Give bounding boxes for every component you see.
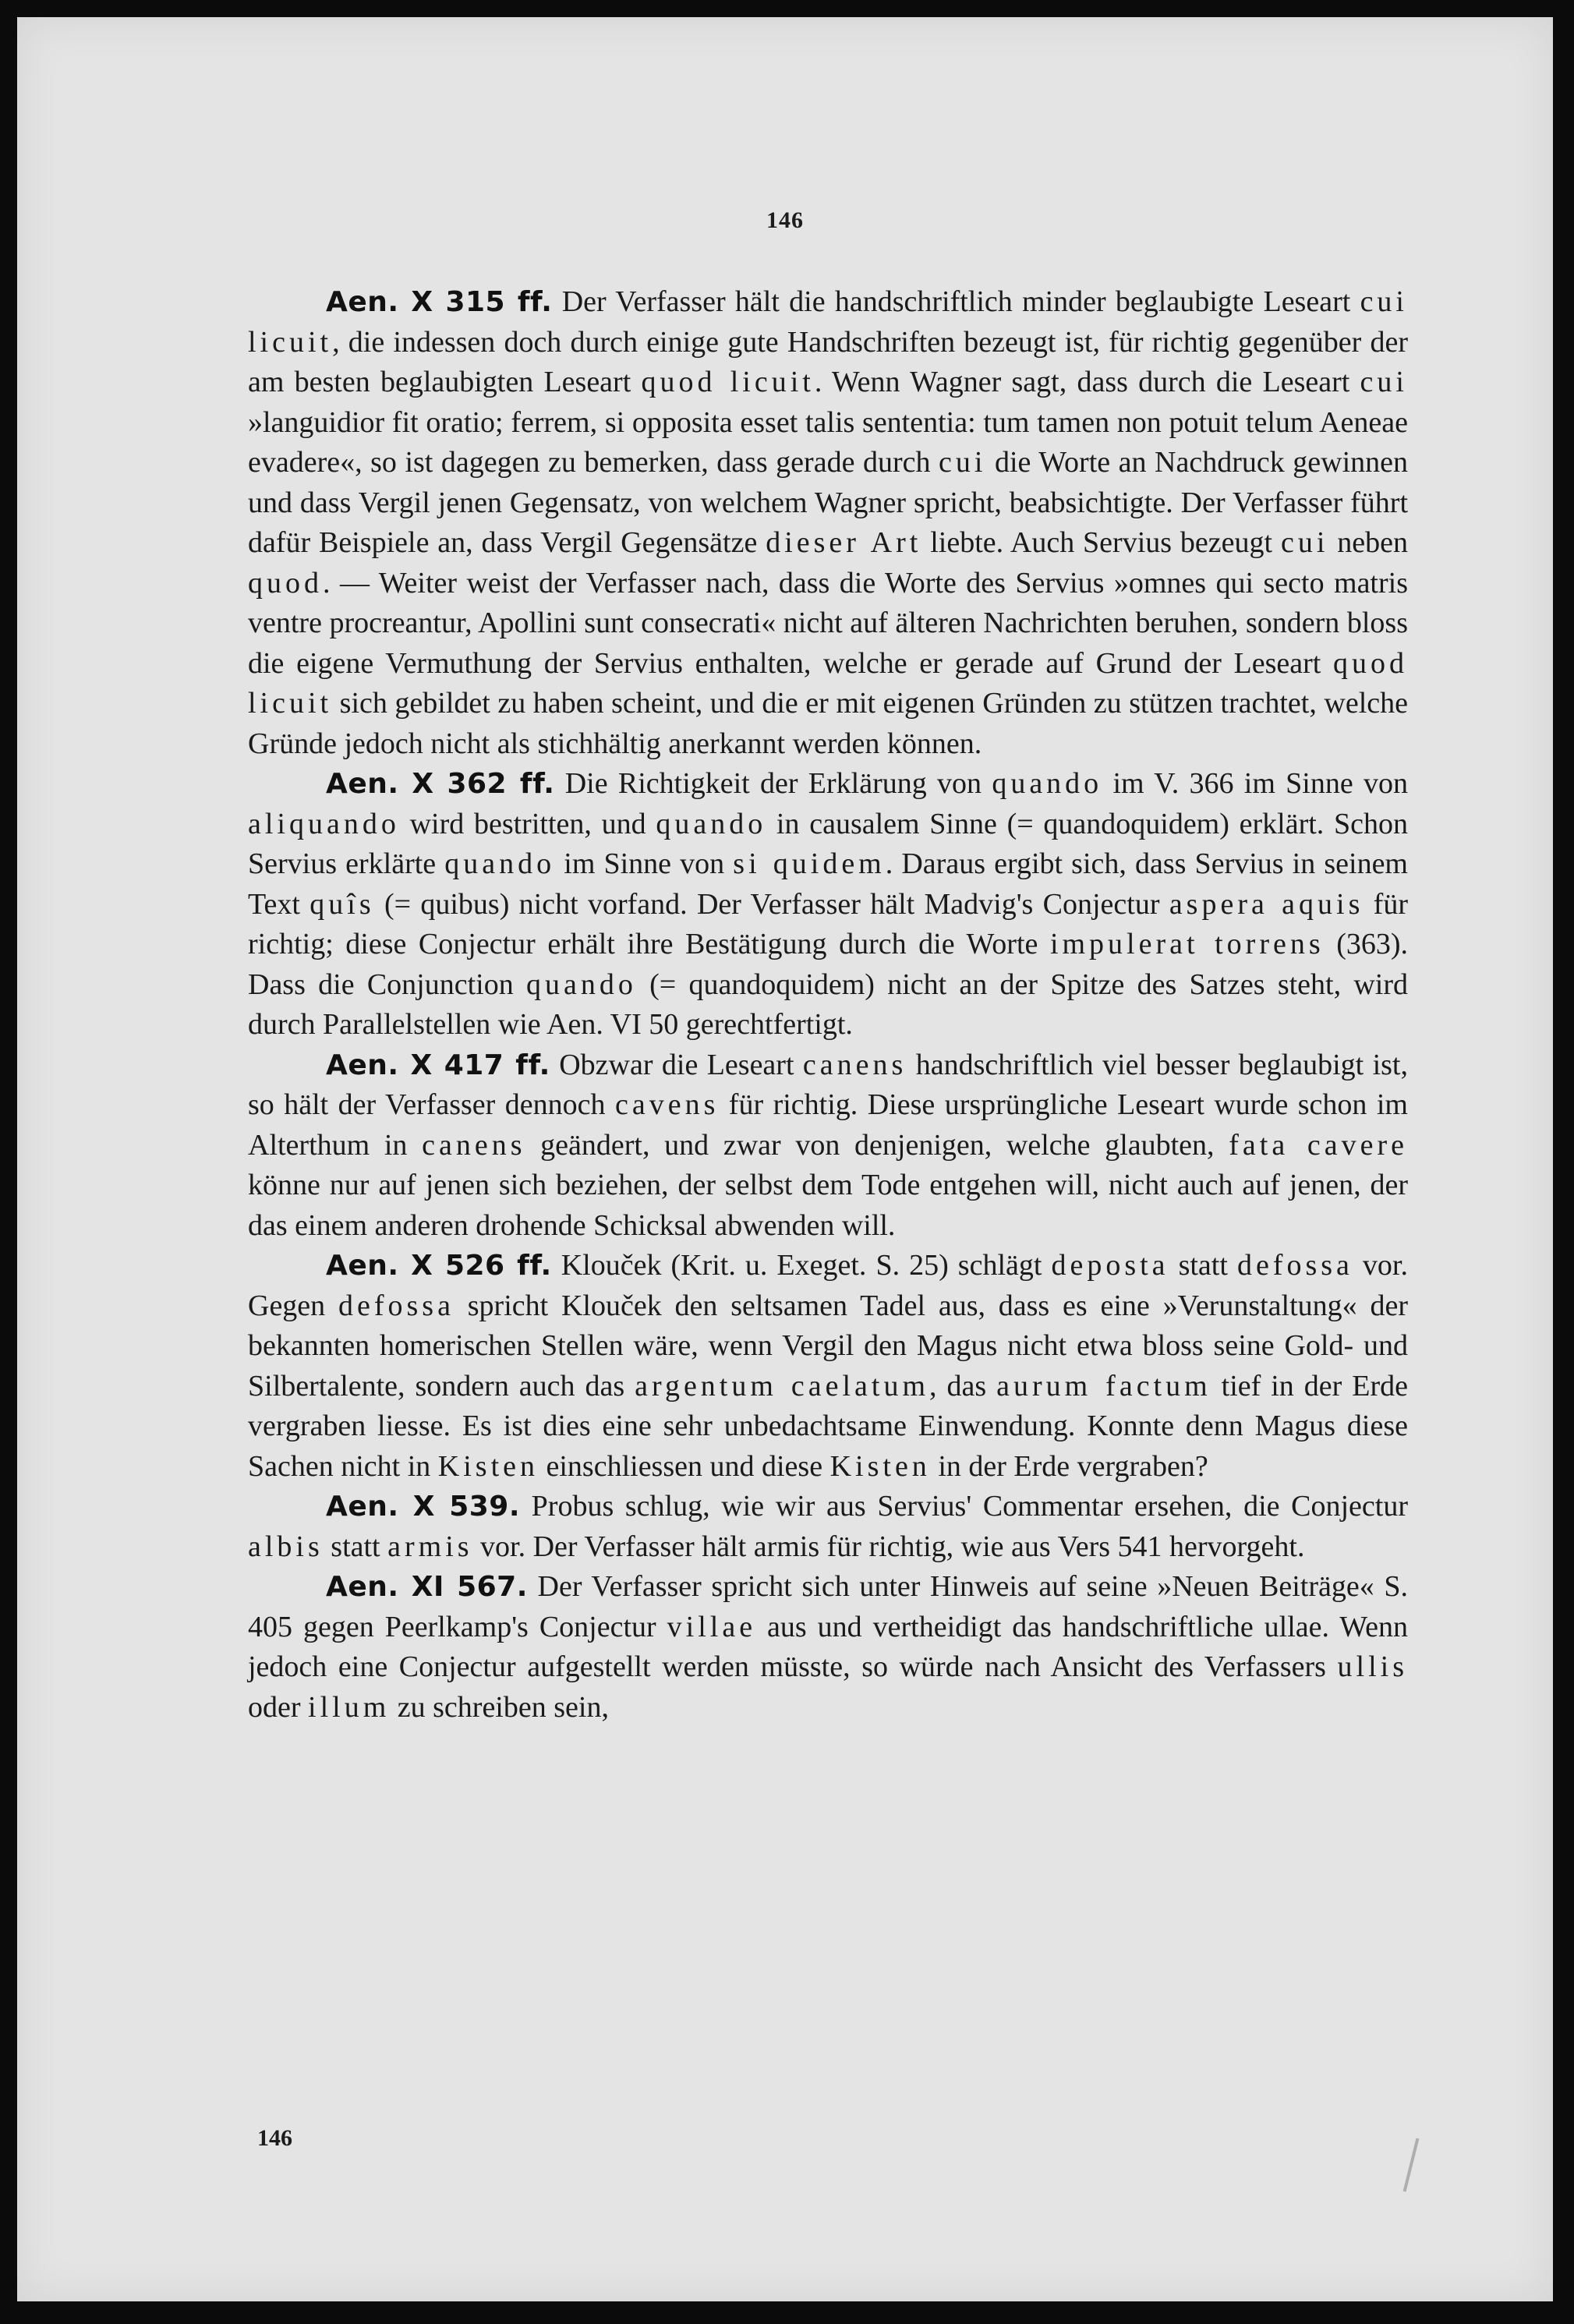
document-page (17, 17, 1553, 2301)
spaced-term: quod (248, 566, 323, 600)
spaced-term: fata cavere (1229, 1128, 1408, 1162)
spaced-term: deposta (1051, 1249, 1169, 1282)
text-segment: wird bestritten, und (399, 807, 656, 840)
spaced-term: aurum factum (996, 1369, 1211, 1403)
entry-reference: Aen. X 539. (326, 1491, 521, 1523)
spaced-term: illum (308, 1690, 391, 1724)
spaced-term: cui (939, 446, 987, 479)
entry-reference: Aen. X 315 ff. (326, 286, 553, 318)
entry-reference: Aen. X 417 ff. (326, 1049, 550, 1081)
text-segment: zu schreiben sein, (390, 1690, 609, 1724)
spaced-term: quod licuit (248, 646, 1408, 720)
text-segment: (= quibus) nicht vorfand. Der Verfasser hält Madvig's Conjectur (374, 887, 1169, 921)
text-segment: in causalem Sinne (= quandoquidem) erklärt. Schon Servius erklärte (248, 807, 1409, 880)
text-segment: , die indessen doch durch einige gute Handschriften bezeugt ist, für richtig gegenüber der am besten beglaubigten Leseart (248, 325, 1408, 398)
spaced-term: albis (248, 1530, 324, 1563)
spaced-term: quando (656, 807, 767, 840)
spaced-term: Kisten (829, 1449, 931, 1483)
text-segment: , das (929, 1369, 997, 1403)
spaced-term: impulerat torrens (1049, 928, 1325, 960)
text-segment: vor. Gegen (248, 1249, 1408, 1322)
text-segment: die Worte an Nachdruck gewinnen und dass Vergil jenen Gegensatz, von welchem Wagner spricht, beabsichtigte. Der Verfasser führt dafür Beispiele an, dass Vergil Gegensätze (248, 446, 1408, 559)
entry-reference: Aen. X 362 ff. (326, 768, 555, 800)
text-segment: . Daraus ergibt sich, dass Servius in seinem Text (248, 847, 1408, 921)
spaced-term: quando (525, 967, 637, 1001)
page-number-top: 146 (766, 207, 804, 233)
text-segment: im Sinne von (555, 847, 734, 880)
entry-reference: Aen. XI 567. (326, 1571, 528, 1603)
scan-mark (1403, 2138, 1420, 2192)
spaced-term: aliquando (248, 807, 400, 840)
text-segment: Der Verfasser spricht sich unter Hinweis auf seine »Neuen Beiträge« S. 405 gegen Peerlkamp's Conjectur (248, 1570, 1408, 1643)
entry-paragraph (248, 1567, 1408, 1728)
text-segment: Obzwar die Leseart (550, 1048, 803, 1081)
page-body (248, 282, 1408, 1728)
text-segment: . — Weiter weist der Verfasser nach, dass die Worte des Servius »omnes qui secto matris ventre procreantur, Apollini sunt consecrati« nicht auf älteren Nachrichten beruhen, sondern bloss die eigene Vermuthung der Servius enthalten, welche er gerade auf Grund der Leseart (248, 566, 1408, 680)
text-segment: Der Verfasser hält die handschriftlich minder beglaubigte Leseart (552, 285, 1360, 318)
text-segment: »languidior fit oratio; ferrem, si opposita esset talis sententia: tum tamen non potuit telum Aeneae evadere«, so ist dagegen zu bemerken, dass gerade durch (248, 405, 1408, 479)
text-segment: oder (248, 1690, 309, 1724)
entry-paragraph (248, 1045, 1408, 1247)
text-segment: in der Erde vergraben? (930, 1449, 1208, 1483)
text-segment: handschriftlich viel besser beglaubigt ist, so hält der Verfasser dennoch (248, 1048, 1408, 1121)
text-segment: neben (1328, 526, 1408, 559)
spaced-term: ullis (1337, 1650, 1408, 1683)
spaced-term: quando (444, 847, 556, 880)
spaced-term: dieser Art (766, 526, 922, 559)
text-segment: Klouček (Krit. u. Exeget. S. 25) schlägt (551, 1249, 1052, 1282)
text-segment: geändert, und zwar von denjenigen, welche glaubten, (525, 1128, 1229, 1162)
entry-paragraph (248, 282, 1408, 764)
text-segment: spricht Klouček den seltsamen Tadel aus, dass es eine »Verunstaltung« der bekannten homerischen Stellen wäre, wenn Vergil den Magus nicht etwa bloss seine Gold- und Silbertalente, sondern auch das (248, 1289, 1408, 1403)
entry-paragraph (248, 1487, 1408, 1567)
text-segment: Probus schlug, wie wir aus Servius' Commentar ersehen, die Conjectur (520, 1490, 1408, 1523)
text-segment: für richtig; diese Conjectur erhält ihre Bestätigung durch die Worte (248, 887, 1408, 960)
page-number-bottom: 146 (257, 2125, 292, 2151)
text-segment: vor. Der Verfasser hält armis für richtig, wie aus Vers 541 hervorgeht. (472, 1530, 1305, 1563)
spaced-term: Kisten (437, 1449, 539, 1483)
text-segment: im V. 366 im Sinne von (1102, 767, 1408, 800)
text-segment: tief in der Erde vergraben liesse. Es ist dies eine sehr unbedachtsame Einwendung. Konnte denn Magus diese Sachen nicht in (248, 1369, 1408, 1483)
spaced-term: argentum caelatum (635, 1369, 930, 1403)
text-segment: (= quandoquidem) nicht an der Spitze des Satzes steht, wird durch Parallelstellen wie Aen. VI 50 gerechtfertigt. (248, 967, 1408, 1041)
text-segment: sich gebildet zu haben scheint, und die er mit eigenen Gründen zu stützen trachtet, welche Gründe jedoch nicht als stichhältig anerkannt werden können. (248, 687, 1408, 760)
spaced-term: cui (1280, 526, 1329, 559)
spaced-term: armis (387, 1530, 473, 1563)
spaced-term: defossa (338, 1289, 455, 1322)
text-segment: (363). Dass die Conjunction (248, 928, 1409, 1001)
text-segment: . Wenn Wagner sagt, dass durch die Leseart (814, 366, 1360, 398)
text-segment: einschliessen und diese (539, 1449, 830, 1483)
spaced-term: quîs (309, 887, 375, 921)
text-segment: für richtig. Diese ursprüngliche Leseart wurde schon im Alterthum in (248, 1088, 1408, 1162)
spaced-term: cavens (614, 1088, 720, 1121)
text-segment: Die Richtigkeit der Erklärung von (554, 767, 992, 800)
entry-reference: Aen. X 526 ff. (326, 1250, 552, 1282)
spaced-term: defossa (1236, 1249, 1353, 1282)
entry-paragraph (248, 764, 1408, 1045)
text-segment: aus und vertheidigt das handschriftliche ullae. Wenn jedoch eine Conjectur aufgestellt werden müsste, so würde nach Ansicht des Verfassers (248, 1610, 1409, 1683)
text-segment: statt (1169, 1249, 1237, 1282)
spaced-term: canens (802, 1048, 907, 1081)
text-segment: könne nur auf jenen sich beziehen, der selbst dem Tode entgehen will, nicht auch auf jenen, der das einem anderen drohende Schicksal abwenden will. (248, 1169, 1408, 1242)
spaced-term: aspera aquis (1169, 887, 1364, 921)
spaced-term: cui (1360, 366, 1408, 398)
spaced-term: si quidem (733, 847, 886, 880)
spaced-term: quod licuit (641, 366, 815, 398)
entry-paragraph (248, 1246, 1408, 1487)
text-segment: liebte. Auch Servius bezeugt (921, 526, 1281, 559)
text-segment: statt (323, 1530, 388, 1563)
spaced-term: canens (422, 1128, 526, 1162)
spaced-term: quando (992, 767, 1103, 800)
spaced-term: cui licuit (248, 285, 1408, 359)
spaced-term: villae (667, 1610, 757, 1643)
